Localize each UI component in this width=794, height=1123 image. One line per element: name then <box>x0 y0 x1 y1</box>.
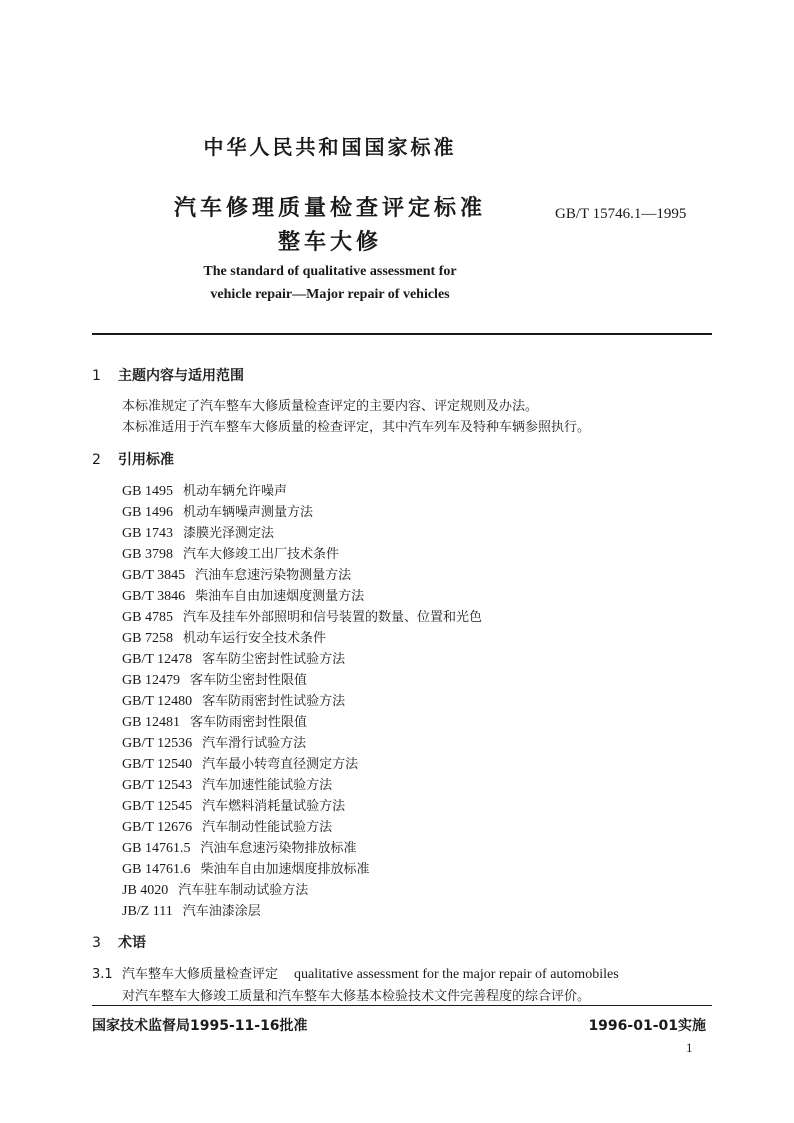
reference-code: GB 7258 <box>122 631 173 646</box>
reference-code: GB/T 12543 <box>122 778 193 793</box>
reference-title: 客车防雨密封性试验方法 <box>202 694 346 709</box>
reference-item <box>122 522 274 542</box>
reference-code: GB 12479 <box>122 673 180 688</box>
reference-title: 汽车滑行试验方法 <box>202 736 307 751</box>
section-1-paragraph: 本标准适用于汽车整车大修质量的检查评定，其中汽车列车及特种车辆参照执行。 <box>122 420 591 435</box>
reference-code: GB 4785 <box>122 610 173 625</box>
reference-item <box>122 900 261 920</box>
reference-title: 机动车运行安全技术条件 <box>182 631 326 646</box>
reference-code: GB/T 12540 <box>122 757 193 772</box>
national-standard-title: 中华人民共和国国家标准 <box>203 135 457 159</box>
reference-item <box>122 585 364 605</box>
reference-item <box>122 816 332 836</box>
reference-item <box>122 543 339 563</box>
reference-item <box>122 879 308 899</box>
section-title: 引用标准 <box>118 452 174 468</box>
reference-code: GB/T 12480 <box>122 694 193 709</box>
term-english: qualitative assessment for the major repair of automobiles <box>294 967 619 982</box>
reference-title: 柴油车自由加速烟度排放标准 <box>200 862 370 877</box>
effective-date: 1996-01-01实施 <box>588 1018 706 1034</box>
section-3-heading <box>92 932 146 952</box>
reference-title: 机动车辆允许噪声 <box>182 484 287 499</box>
term-definition: 对汽车整车大修竣工质量和汽车整车大修基本检验技术文件完善程度的综合评价。 <box>122 989 591 1004</box>
reference-title: 漆膜光泽测定法 <box>182 526 274 541</box>
reference-title: 汽车最小转弯直径测定方法 <box>202 757 359 772</box>
reference-title: 汽车驻车制动试验方法 <box>178 883 309 898</box>
reference-title: 机动车辆噪声测量方法 <box>182 505 313 520</box>
section-2-heading <box>92 449 174 469</box>
reference-title: 客车防尘密封性限值 <box>189 673 307 688</box>
standard-number: GB/T 15746.1—1995 <box>555 206 687 222</box>
reference-code: GB/T 12478 <box>122 652 193 667</box>
approval-date: 国家技术监督局1995-11-16批准 <box>92 1018 308 1034</box>
reference-item <box>122 837 356 857</box>
english-title-line-2: vehicle repair—Major repair of vehicles <box>210 287 450 302</box>
reference-item <box>122 648 345 668</box>
reference-item <box>122 627 326 647</box>
footer-divider <box>92 1005 712 1006</box>
reference-item <box>122 690 345 710</box>
reference-title: 汽车油漆涂层 <box>182 904 261 919</box>
reference-title: 客车防雨密封性限值 <box>189 715 307 730</box>
reference-code: GB 3798 <box>122 547 173 562</box>
reference-item <box>122 480 287 500</box>
section-number: 3 <box>92 935 101 951</box>
reference-item <box>122 732 306 752</box>
reference-code: GB 1496 <box>122 505 173 520</box>
reference-code: GB/T 3846 <box>122 589 186 604</box>
reference-title: 汽车燃料消耗量试验方法 <box>202 799 346 814</box>
term-entry <box>92 963 619 983</box>
section-title: 主题内容与适用范围 <box>118 368 244 384</box>
page-number: 1 <box>686 1040 693 1055</box>
header-divider <box>92 333 712 335</box>
reference-code: GB/T 12676 <box>122 820 193 835</box>
reference-title: 汽油车怠速污染物排放标准 <box>200 841 357 856</box>
term-number: 3.1 <box>92 967 113 982</box>
reference-title: 汽油车怠速污染物测量方法 <box>195 568 352 583</box>
section-1-paragraph: 本标准规定了汽车整车大修质量检查评定的主要内容、评定规则及办法。 <box>122 399 539 414</box>
reference-code: JB/Z 111 <box>122 904 173 919</box>
reference-item <box>122 774 332 794</box>
document-subtitle: 整车大修 <box>277 230 382 255</box>
reference-item <box>122 564 351 584</box>
reference-item <box>122 501 313 521</box>
reference-item <box>122 753 358 773</box>
reference-code: GB 1495 <box>122 484 173 499</box>
reference-item <box>122 606 482 626</box>
reference-item <box>122 858 369 878</box>
section-number: 2 <box>92 452 101 468</box>
reference-title: 汽车加速性能试验方法 <box>202 778 333 793</box>
term-chinese: 汽车整车大修质量检查评定 <box>122 967 279 982</box>
reference-code: GB/T 12545 <box>122 799 193 814</box>
reference-title: 汽车及挂车外部照明和信号装置的数量、位置和光色 <box>182 610 482 625</box>
reference-code: GB 14761.6 <box>122 862 191 877</box>
reference-code: GB 14761.5 <box>122 841 191 856</box>
section-title: 术语 <box>118 935 146 951</box>
reference-item <box>122 711 307 731</box>
section-1-heading <box>92 365 244 385</box>
reference-code: GB/T 12536 <box>122 736 193 751</box>
section-number: 1 <box>92 368 101 384</box>
reference-item <box>122 795 345 815</box>
reference-title: 汽车制动性能试验方法 <box>202 820 333 835</box>
reference-title: 柴油车自由加速烟度测量方法 <box>195 589 365 604</box>
reference-code: GB 12481 <box>122 715 180 730</box>
reference-title: 汽车大修竣工出厂技术条件 <box>182 547 339 562</box>
reference-code: GB 1743 <box>122 526 173 541</box>
reference-code: GB/T 3845 <box>122 568 186 583</box>
document-title: 汽车修理质量检查评定标准 <box>173 196 486 221</box>
reference-item <box>122 669 307 689</box>
reference-code: JB 4020 <box>122 883 169 898</box>
english-title-line-1: The standard of qualitative assessment for <box>203 264 457 279</box>
reference-title: 客车防尘密封性试验方法 <box>202 652 346 667</box>
